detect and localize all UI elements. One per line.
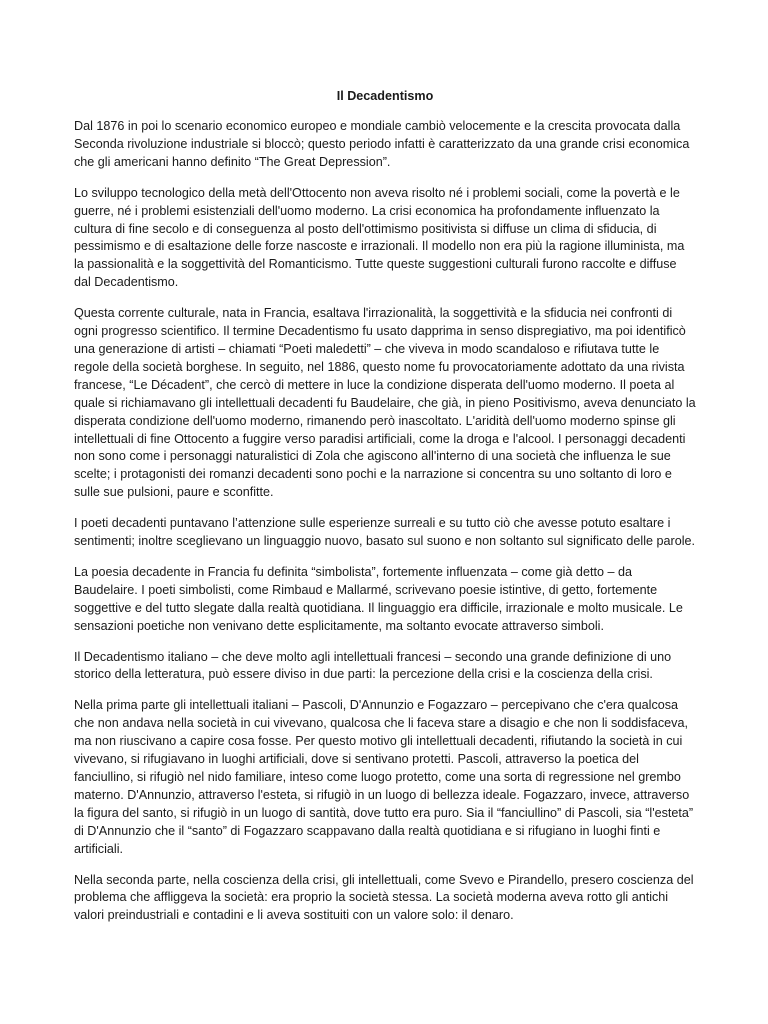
paragraph-awareness-of-crisis: Nella seconda parte, nella coscienza della crisi, gli intellettuali, come Svevo e Pirandello, presero coscienza del problema che affliggeva la società: era proprio la società stessa. La società moderna aveva rotto gli antichi valori preindustriali e contadini e li aveva sostituiti con un valore solo: il denaro. xyxy=(74,872,694,923)
paragraph-italian-decadentism: Il Decadentismo italiano – che deve molto agli intellettuali francesi – secondo una grande definizione di uno storico della letteratura, può essere diviso in due parti: la percezione della crisi e la coscienza della crisi. xyxy=(74,649,672,682)
paragraph-cultural-current: Questa corrente culturale, nata in Francia, esaltava l'irrazionalità, la soggettività e la sfiducia nei confronti di ogni progresso scientifico. Il termine Decadentismo fu usato dapprima in senso dispregiativo, ma poi identificò una generazione di artisti – chiamati “Poeti maledetti” – che viveva in modo scandaloso e rifiutava tutte le regole della società borghese. In seguito, nel 1886, questo nome fu provocatoriamente adottato da una rivista francese, “Le Décadent”, che cercò di mettere in luce la condizione disperata dell'uomo moderno. Il poeta al quale si richiamavano gli intellettuali decadenti fu Baudelaire, che già, in pieno Positivismo, aveva denunciato la disperata condizione dell'uomo moderno, rimanendo però inascoltato. L'aridità dell'uomo moderno spinse gli intellettuali di fine Ottocento a fuggire verso paradisi artificiali, come la droga e l'alcool. I personaggi decadenti non sono come i personaggi naturalistici di Zola che agiscono all'interno di una società che influenza le sue scelte; i protagonisti dei romanzi decadenti sono pochi e la narrazione si concentra su uno soltanto di loro e sulle sue pulsioni, paure e sconfitte. xyxy=(74,306,696,500)
paragraph-technological-development: Lo sviluppo tecnologico della metà dell'Ottocento non aveva risolto né i problemi sociali, come la povertà e le guerre, né i problemi esistenziali dell'uomo moderno. La crisi economica ha profondamente influenzato la cultura di fine secolo e di conseguenza al posto dell'ottimismo positivista si diffuse un clima di sfiducia, di pessimismo e di esaltazione delle forze nascoste e irrazionali. Il modello non era più la ragione illuminista, ma la passionalità e la soggettività del Romanticismo. Tutte queste suggestioni culturali furono raccolte e diffuse dal Decadentismo. xyxy=(74,185,685,290)
paragraph-perception-of-crisis: Nella prima parte gli intellettuali italiani – Pascoli, D'Annunzio e Fogazzaro – percepivano che c'era qualcosa che non andava nella società in cui vivevano, qualcosa che li faceva stare a disagio e che non li soddisfaceva, ma non riuscivano a capire cosa fosse. Per questo motivo gli intellettuali decadenti, rifiutando la società in cui vivevano, si rifugiavano in luoghi artificiali, dove si sentivano protetti. Pascoli, attraverso la poetica del fanciullino, si rifugiò nel nido familiare, inteso come luogo protetto, come una sorta di regressione nel grembo materno. D'Annunzio, attraverso l'esteta, si rifugiò in un luogo di bellezza ideale. Fogazzaro, invece, attraverso la figura del santo, si rifugiò in un luogo di santità, dove tutto era puro. Sia il “fanciullino” di Pascoli, sia “l'esteta” di D'Annunzio che il “santo” di Fogazzaro scappavano dalla realtà quotidiana e si rifugiano in luoghi finti e artificiali. xyxy=(74,698,694,856)
document-page xyxy=(74,88,696,938)
paragraph-great-depression: Dal 1876 in poi lo scenario economico europeo e mondiale cambiò velocemente e la crescita provocata dalla Seconda rivoluzione industriale si bloccò; questo periodo infatti è caratterizzato da una grande crisi economica che gli americani hanno definito “The Great Depression”. xyxy=(74,119,690,169)
paragraph-symbolist-poetry: La poesia decadente in Francia fu definita “simbolista”, fortemente influenzata – come già detto – da Baudelaire. I poeti simbolisti, come Rimbaud e Mallarmé, scrivevano poesie istintive, di getto, fortemente soggettive e del tutto slegate dalla realtà quotidiana. Il linguaggio era difficile, irrazionale e molto musicale. Le sensazioni poetiche non venivano dette esplicitamente, ma soltanto evocate attraverso simboli. xyxy=(74,564,683,633)
paragraph-decadent-poets: I poeti decadenti puntavano l’attenzione sulle esperienze surreali e su tutto ciò che avesse potuto esaltare i sentimenti; inoltre sceglievano un linguaggio nuovo, basato sul suono e non soltanto sul significato delle parole. xyxy=(74,516,695,549)
document-title: Il Decadentismo xyxy=(336,89,434,103)
